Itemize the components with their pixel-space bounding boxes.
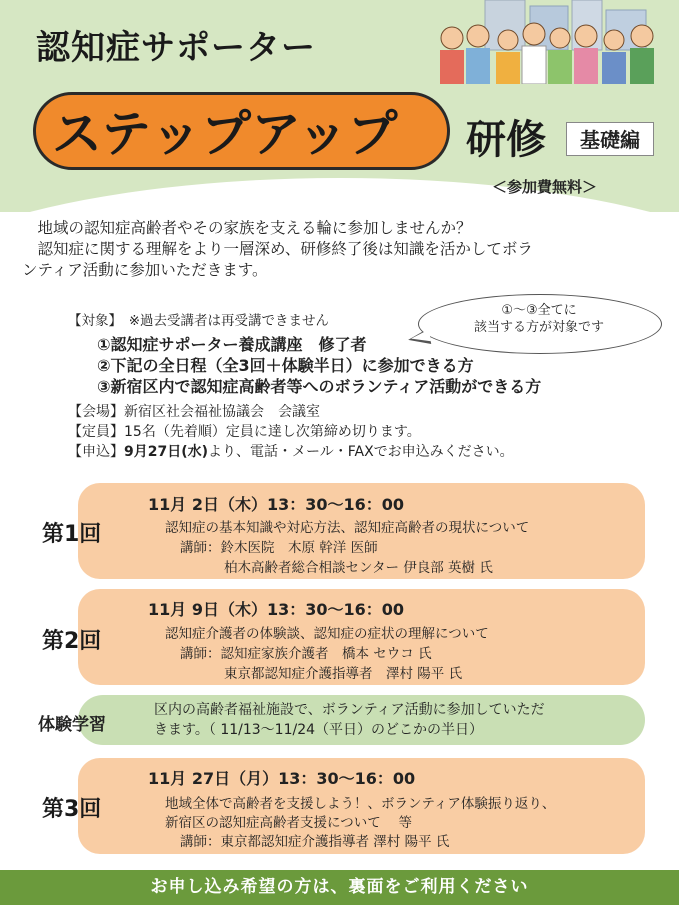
page-title: 認知症サポーター (36, 28, 316, 68)
experience-text (154, 700, 624, 740)
condition-item: ②下記の全日程（全3回＋体験半日）に参加できる方 (97, 356, 474, 375)
venue-line: 【会場】新宿区社会福祉協議会 会議室 (68, 404, 320, 420)
intro-line: 認知症に関する理解をより一層深め、研修終了後は知識を活かしてボラ (22, 240, 533, 258)
session-3-topic: 新宿区の認知症高齢者支援について 等 (165, 815, 413, 831)
session-2-date: 11月 9日（木）13：30～16：00 (148, 600, 405, 619)
basic-badge: 基礎編 (566, 122, 654, 156)
capacity-line: 【定員】15名（先着順）定員に達し次第締め切ります。 (68, 424, 421, 440)
bubble-line: 該当する方が対象です (473, 320, 604, 335)
target-label: 【対象】 ※過去受講者は再受講できません (68, 313, 330, 329)
session-3-lecturer: 講師：東京都認知症介護指導者 澤村 陽平 氏 (180, 834, 450, 850)
footer-banner: お申し込み希望の方は、裏面をご利用ください (0, 870, 679, 905)
session-3-number: 第3回 (42, 797, 102, 822)
event-info (68, 402, 514, 462)
free-note: ＜参加費無料＞ (492, 178, 598, 196)
training-label: 研修 (466, 117, 546, 163)
bubble-line: ①～③全てに (501, 303, 577, 318)
people-illustration (430, 0, 670, 84)
apply-rest: より、電話・メール・FAXでお申込みください。 (208, 444, 514, 460)
title-pill-text: ステップアップ (52, 105, 398, 163)
experience-label: 体験学習 (38, 715, 106, 735)
session-1-number: 第1回 (42, 522, 102, 547)
apply-line (68, 442, 514, 462)
session-1-date: 11月 2日（木）13：30～16：00 (148, 495, 405, 514)
session-1-lecturer: 講師：鈴木医院 木原 幹洋 医師 (180, 540, 378, 556)
session-2-topic: 認知症介護者の体験談、認知症の症状の理解について (165, 626, 489, 642)
session-2-lecturer: 講師：認知症家族介護者 橋本 セウコ 氏 (180, 646, 432, 662)
condition-item: ③新宿区内で認知症高齢者等へのボランティア活動ができる方 (97, 377, 542, 396)
apply-label: 【申込】 (68, 444, 124, 460)
session-2-number: 第2回 (42, 629, 102, 654)
session-3-date: 11月 27日（月）13：30～16：00 (148, 769, 416, 788)
session-1-topic: 認知症の基本知識や対応方法、認知症高齢者の現状について (165, 520, 530, 536)
intro-paragraph (22, 218, 652, 281)
experience-line: きます。（ 11/13～11/24（平日）のどこかの半日） (154, 722, 484, 738)
intro-line: 地域の認知症高齢者やその家族を支える輪に参加しませんか？ (22, 219, 472, 237)
apply-date: 9月27日(水) (124, 444, 209, 460)
speech-bubble-text (418, 302, 660, 336)
intro-line: ンティア活動に参加いただきます。 (22, 261, 268, 279)
experience-line: 区内の高齢者福祉施設で、ボランティア活動に参加していただ (154, 702, 545, 718)
session-2-lecturer: 東京都認知症介護指導者 澤村 陽平 氏 (224, 666, 463, 682)
condition-item: ①認知症サポーター養成講座 修了者 (97, 335, 367, 354)
target-conditions (97, 334, 541, 397)
session-3-topic: 地域全体で高齢者を支援しよう！、ボランティア体験振り返り、 (165, 796, 556, 812)
session-1-lecturer: 柏木高齢者総合相談センター 伊良部 英樹 氏 (224, 560, 493, 576)
